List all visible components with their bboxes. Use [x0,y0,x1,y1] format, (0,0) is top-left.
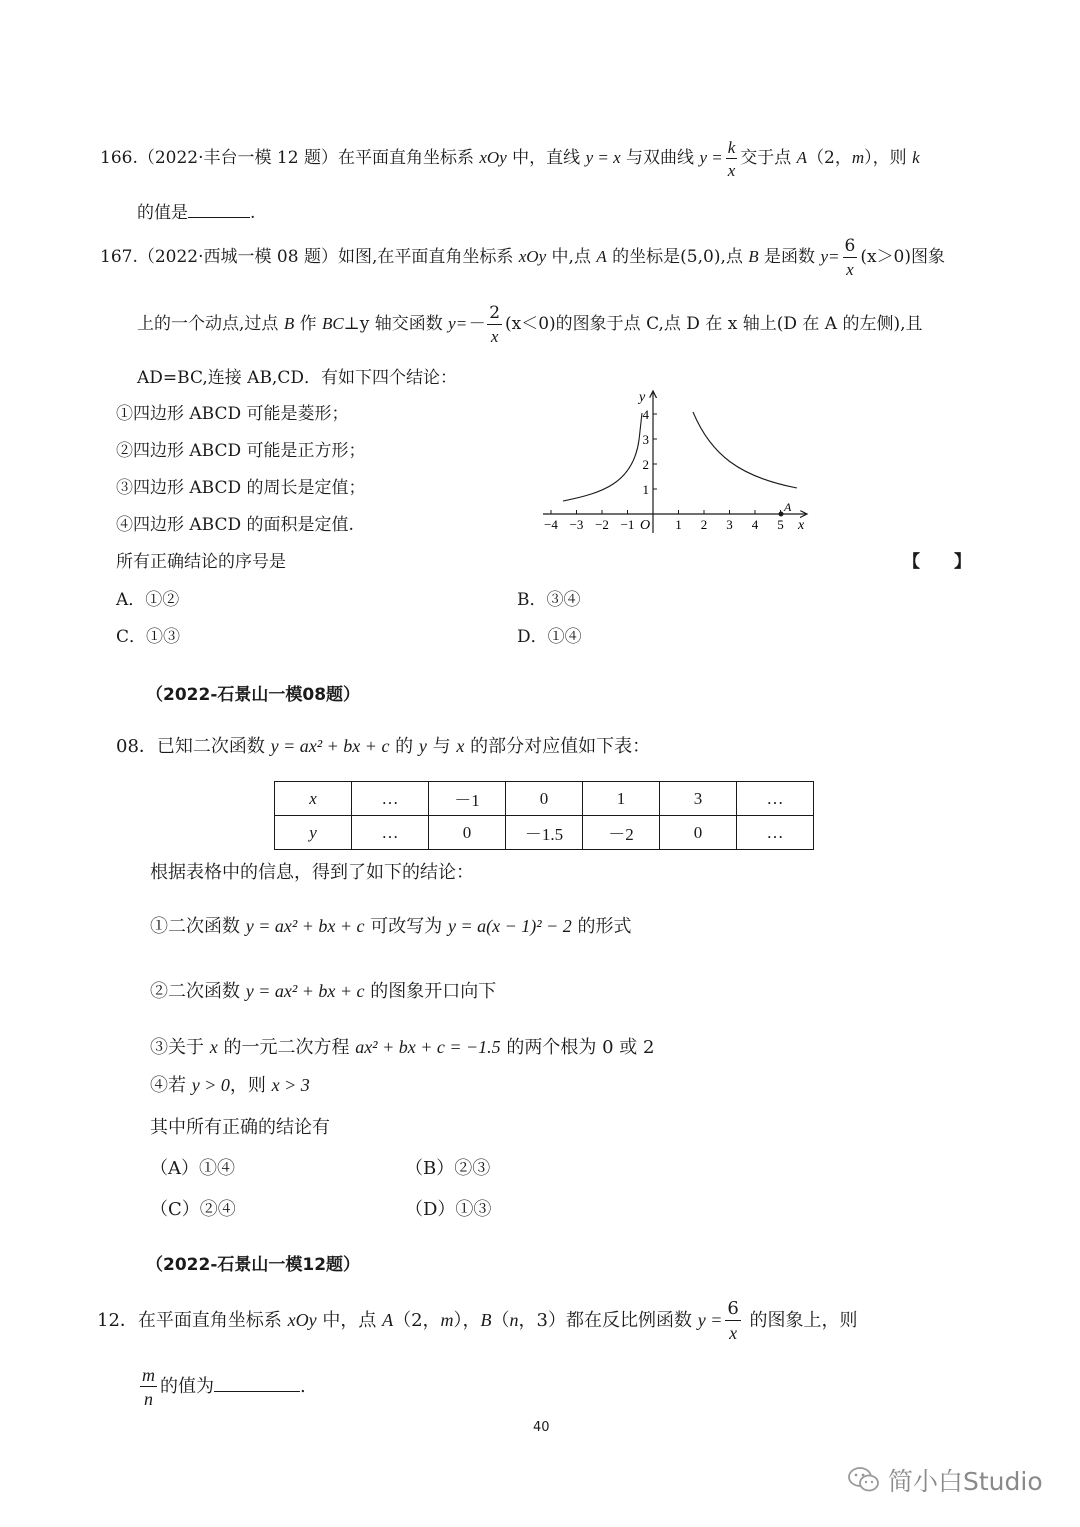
x-tick-label: 5 [777,517,784,532]
q08-conclusion-3: ③关于 x 的一元二次方程 ax² + bx + c = −1.5 的两个根为 0 或 2 [150,1037,655,1058]
x-axis-label: x [798,518,805,533]
point-a-label: A [784,500,792,514]
x-tick-label: 2 [700,517,708,532]
watermark [848,1462,1043,1498]
table-cell: … [737,782,814,816]
q12-line1: 12．在平面直角坐标系 xOy 中，点 A（2，m），B（n，3）都在反比例函数 y = $\frac{6}{x}$ 的图象上，则 [97,1298,858,1343]
table-cell: 0 [506,782,583,816]
table-cell: 0 [660,816,737,850]
q08-prompt: 其中所有正确的结论有 [150,1117,330,1138]
q167-option-a: A．①② [116,590,180,610]
x-tick-label: 3 [726,517,733,532]
table-cell: －1 [429,782,506,816]
m-over-n-fraction: $\frac{m}{n}$ [142,1365,155,1409]
q167-answer-bracket: 【 】 [903,552,971,572]
q08-option-d: （D）①③ [405,1199,492,1220]
q08-option-b: （B）②③ [405,1158,491,1179]
table-cell: －2 [583,816,660,850]
q166-line2: 的值是 . [137,203,256,223]
y-tick-label: 2 [642,457,649,472]
k-over-x-fraction: $\frac{k}{x}$ [727,137,736,180]
q167-option-c: C．①③ [116,627,181,647]
x-tick-label: 4 [751,517,759,532]
watermark-text: 简小白Studio [888,1467,1043,1496]
x-tick-label: −4 [544,517,558,532]
table-cell: 3 [660,782,737,816]
x-tick-label: −3 [569,517,584,532]
q167-option-d: D．①④ [517,627,582,647]
q167-conclusion-1: ①四边形 ABCD 可能是菱形； [116,404,349,424]
q167-option-b: B．③④ [517,590,581,610]
q12-line2: $\frac{m}{n}$ 的值为 . [142,1365,306,1409]
q08-conclusion-1: ①二次函数 y = ax² + bx + c 可改写为 y = a(x − 1)² − 2 的形式 [150,916,632,937]
y-tick-label: 4 [642,407,649,422]
y-ticks [643,407,658,497]
curve-positive-branch [693,412,797,488]
y-axis-label: y [639,390,646,405]
q167-conclusion-3: ③四边形 ABCD 的周长是定值； [116,478,366,498]
table-row [275,816,814,850]
x-tick-label: −1 [620,517,635,532]
y-tick-label: 1 [642,482,649,497]
point-a-dot [779,512,784,517]
q08-conclusion-2: ②二次函数 y = ax² + bx + c 的图象开口向下 [150,981,497,1002]
table-row [275,782,814,816]
q166-line1: 166.（2022·丰台一模 12 题）在平面直角坐标系 xOy 中，直线 y = x 与双曲线 y = $\frac{k}{x}$ 交于点 A（2，m），则 k [100,137,920,180]
value-table [274,781,814,850]
table-cell: x [275,782,352,816]
wechat-icon [848,1466,880,1494]
q08-option-c: （C）②④ [150,1199,236,1220]
q167-conclusion-4: ④四边形 ABCD 的面积是定值. [116,515,354,535]
curve-negative-branch [563,413,642,501]
function-graph [535,385,815,540]
two-over-x-fraction: $\frac{2}{x}$ [489,302,501,346]
six-over-x-fraction-q12: $\frac{6}{x}$ [727,1298,739,1343]
q08-stem: 08．已知二次函数 y = ax² + bx + c 的 y 与 x 的部分对应值如下表： [116,736,651,757]
q08-option-a: （A）①④ [150,1158,235,1179]
q08-conclusion-4: ④若 y > 0，则 x > 3 [150,1075,310,1096]
q167-line1: 167.（2022·西城一模 08 题）如图,在平面直角坐标系 xOy 中,点 A 的坐标是(5,0),点 B 是函数 y= $\frac{6}{x}$ (x＞0)图象 [100,235,945,279]
table-cell: y [275,816,352,850]
page-number: 40 [533,1420,550,1435]
table-cell: … [737,816,814,850]
q167-conclusion-2: ②四边形 ABCD 可能是正方形； [116,441,366,461]
table-cell: 1 [583,782,660,816]
table-cell: … [352,816,429,850]
q08-info: 根据表格中的信息，得到了如下的结论： [150,862,474,883]
section-heading-12: （2022-石景山一模12题） [146,1255,361,1275]
q167-line3: AD=BC,连接 AB,CD．有如下四个结论： [137,368,457,388]
x-tick-label: −2 [595,517,609,532]
table-cell: … [352,782,429,816]
x-ticks [544,510,784,532]
section-heading-08: （2022-石景山一模08题） [146,685,361,705]
q167-line2: 上的一个动点,过点 B 作 BC⊥y 轴交函数 y=－ $\frac{2}{x}$ (x＜0)的图象于点 C,点 D 在 x 轴上(D 在 A 的左侧),且 [137,302,923,346]
six-over-x-fraction: $\frac{6}{x}$ [844,235,856,279]
y-tick-label: 3 [642,432,649,447]
answer-blank [188,201,250,218]
q167-prompt: 所有正确结论的序号是 [116,552,286,572]
x-tick-label: 1 [675,517,682,532]
origin-label: O [640,518,651,533]
answer-blank-q12 [214,1375,300,1392]
table-cell: －1.5 [506,816,583,850]
table-cell: 0 [429,816,506,850]
